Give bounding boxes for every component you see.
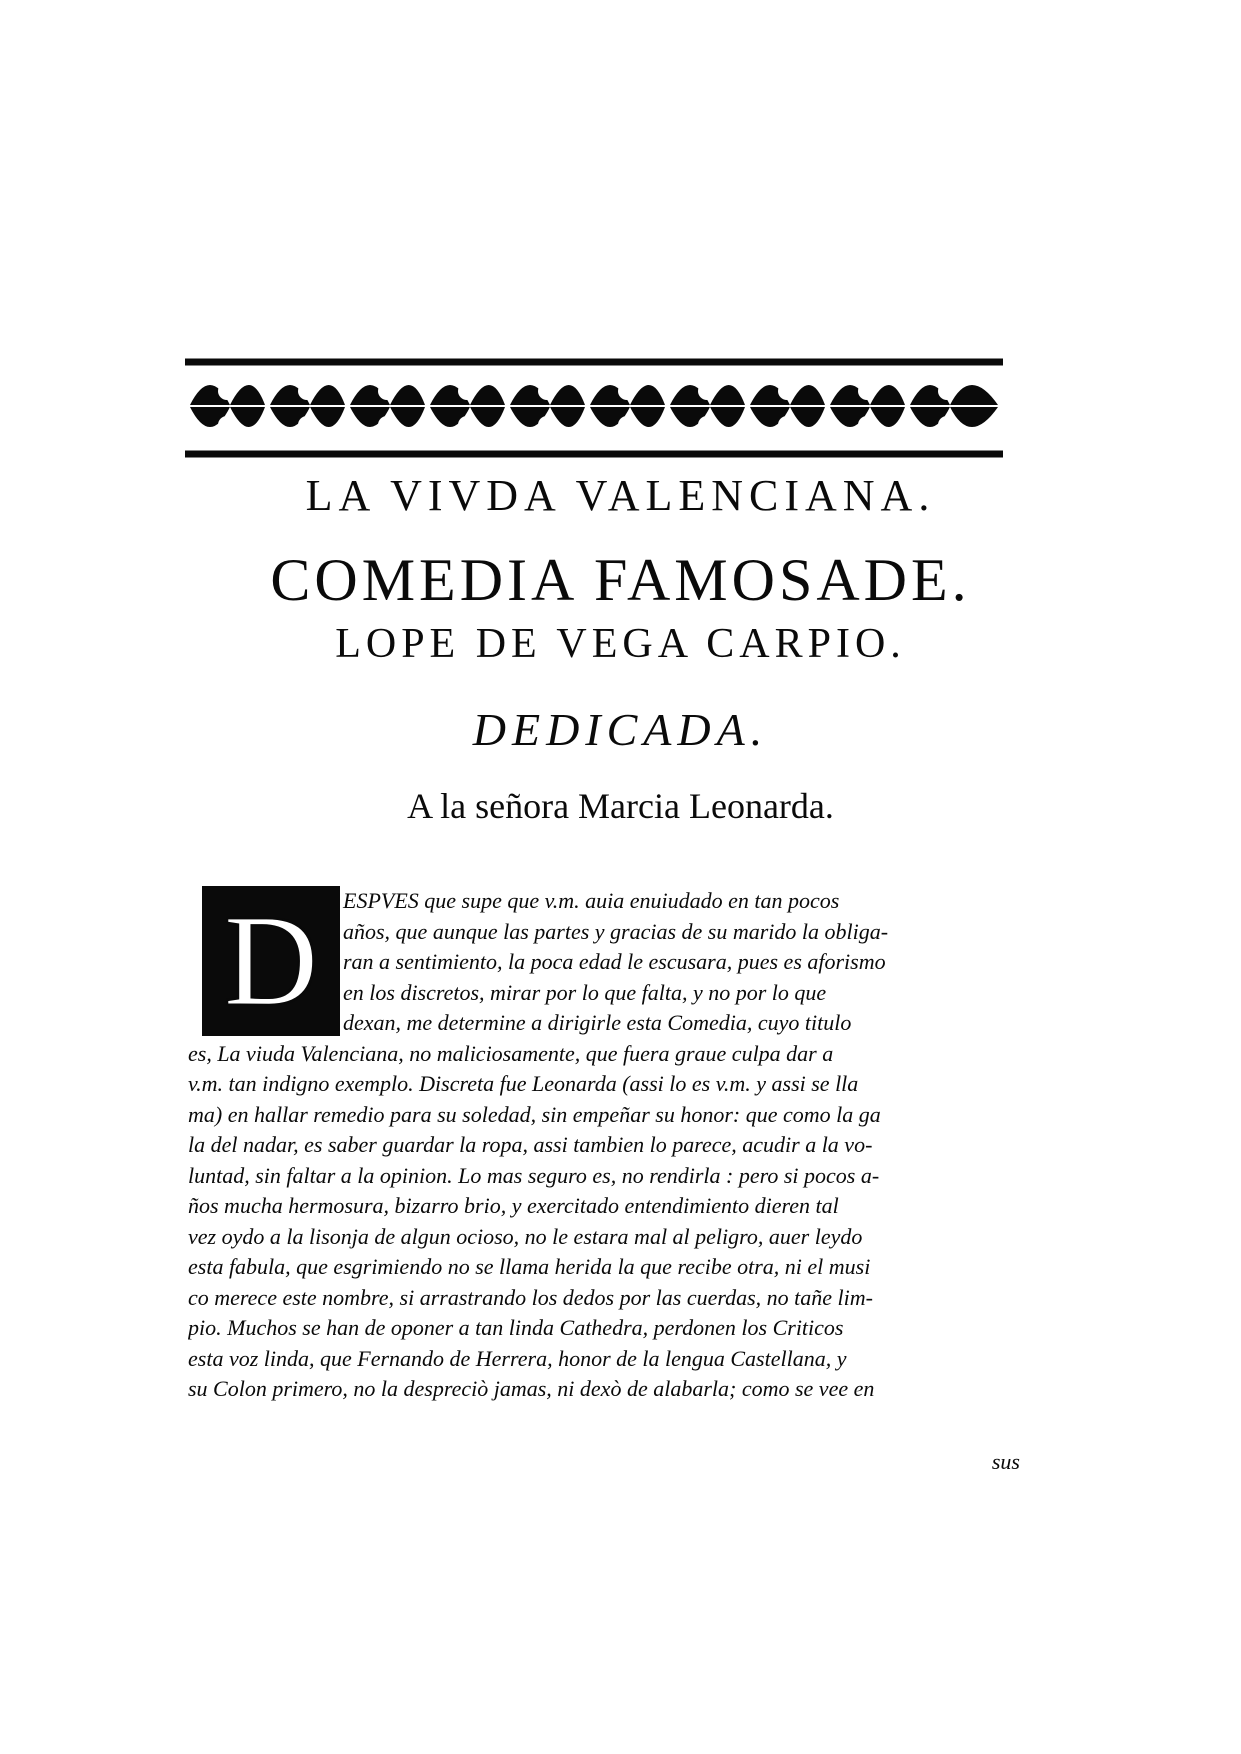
- dedication-text: [188, 886, 1020, 1405]
- text-line: ños mucha hermosura, bizarro brio, y exercitado entendimiento dieren tal: [188, 1193, 839, 1218]
- text-line: es, La viuda Valenciana, no maliciosamente, que fuera graue culpa dar a: [188, 1040, 834, 1066]
- catchword: sus: [991, 1449, 1020, 1474]
- text-line: la del nadar, es saber guardar la ropa, assi tambien lo parece, acudir a la vo-: [188, 1132, 873, 1157]
- ornamental-border: [185, 357, 1003, 459]
- text-line: luntad, sin faltar a la opinion. Lo mas seguro es, no rendirla : pero si pocos a-: [188, 1162, 880, 1188]
- text-line: ran a sentimiento, la poca edad le escusara, pues es aforismo: [343, 949, 886, 974]
- text-line: en los discretos, mirar por lo que falta, y no por lo que: [343, 979, 827, 1005]
- title-line-1: LA VIVDA VALENCIANA.: [305, 471, 936, 520]
- dedication-label: DEDICADA.: [472, 704, 769, 755]
- text-line: esta voz linda, que Fernando de Herrera, honor de la lengua Castellana, y: [188, 1345, 847, 1371]
- text-line: ma) en hallar remedio para su soledad, sin empeñar su honor: que como la ga: [188, 1101, 881, 1127]
- ornamental-border-icon: [185, 357, 1003, 459]
- text-line: su Colon primero, no la despreciò jamas, ni dexò de alabarla; como se vee en: [188, 1376, 875, 1401]
- text-line: años, que aunque las partes y gracias de su marido la obliga-: [343, 918, 889, 944]
- title-line-2: COMEDIA FAMOSADE.: [270, 547, 971, 613]
- text-line: ESPVES que supe que v.m. auia enuiudado en tan pocos: [343, 888, 840, 913]
- text-line: esta fabula, que esgrimiendo no se llama herida la que recibe otra, ni el musi: [188, 1254, 871, 1279]
- text-line: co merece este nombre, si arrastrando los dedos por las cuerdas, no tañe lim-: [188, 1284, 873, 1310]
- addressee-line: A la señora Marcia Leonarda.: [407, 786, 834, 826]
- text-line: vez oydo a la lisonja de algun ocioso, no le estara mal al peligro, auer leydo: [188, 1223, 863, 1249]
- dropcap-letter: D: [224, 889, 318, 1033]
- title-line-3: LOPE DE VEGA CARPIO.: [335, 621, 906, 667]
- text-line: dexan, me determine a dirigirle esta Comedia, cuyo titulo: [343, 1010, 852, 1035]
- text-line: pio. Muchos se han de oponer a tan linda Cathedra, perdonen los Criticos: [188, 1315, 844, 1340]
- text-line: v.m. tan indigno exemplo. Discreta fue Leonarda (assi lo es v.m. y assi se lla: [188, 1071, 859, 1096]
